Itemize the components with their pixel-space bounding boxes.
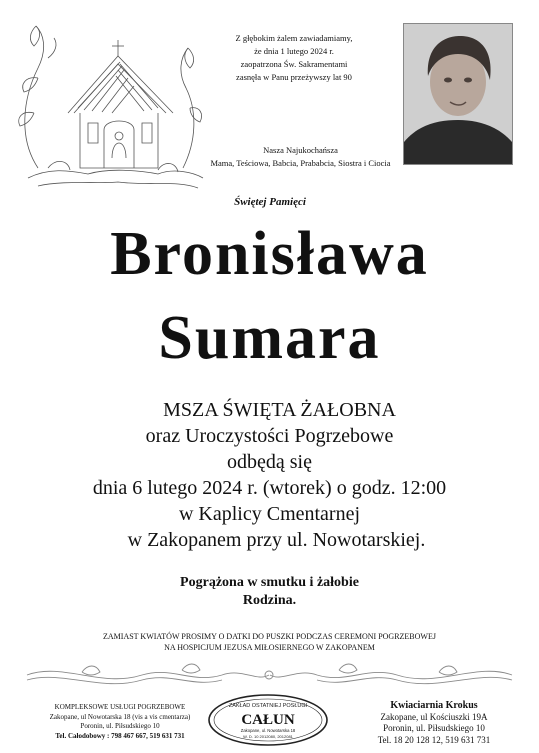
memory-label: Świętej Pamięci [234,196,306,208]
florist-line: Kwiaciarnia Krokus [390,700,478,711]
ornament-divider [22,658,517,692]
florist-line: Zakopane, ul Kościuszki 19A [380,711,488,722]
intro-line: Z głębokim żalem zawiadamiamy, [235,33,353,43]
family-line: Mama, Teściowa, Babcia, Prababcia, Siostra i Ciocia [210,158,391,168]
mourners-line: Rodzina. [242,593,297,608]
funeral-mass-info [0,397,539,553]
mass-line: oraz Uroczystości Pogrzebowe [145,425,394,447]
mass-line: MSZA ŚWIĘTA ŻAŁOBNA [163,399,396,421]
mourners-signature [0,574,539,610]
funeral-home-line: Tel. Całodobowy : 798 467 667, 519 631 731 [55,731,185,740]
funeral-home-line: Zakopane, ul Nowotarska 18 (vis a vis cmentarza) [49,712,191,721]
logo-name: CAŁUN [241,712,295,728]
mass-line: odbędą się [227,451,312,473]
mass-line: w Zakopanem przy ul. Nowotarskiej. [127,529,426,551]
florist-info [334,700,534,746]
funeral-home-info [20,703,220,741]
portrait-photo [403,23,513,165]
florist-line: Tel. 18 20 128 12, 519 631 731 [377,734,491,745]
family-line: Nasza Najukochańsza [263,145,338,155]
donation-notice [0,631,539,653]
deceased-first-name: Bronisława [110,220,429,288]
florist-line: Poronin, ul. Piłsudskiego 10 [383,723,485,733]
family-relations [198,144,403,170]
funeral-home-line: KOMPLEKSOWE USŁUGI POGRZEBOWE [54,703,186,711]
mass-line: w Kaplicy Cmentarnej [178,503,361,525]
notice-line: ZAMIAST KWIATÓW PROSIMY O DATKI DO PUSZKI PODCZAS CEREMONI POGRZEBOWEJ [103,632,436,641]
logo-top-text: ZAKŁAD OSTATNIEJ POSŁUGI [228,703,308,709]
intro-line: że dnia 1 lutego 2024 r. [254,46,334,56]
intro-line: zaopatrzona Św. Sakramentami [240,59,348,69]
funeral-home-line: Poronin, ul. Piłsudskiego 10 [80,722,160,730]
deceased-last-name: Sumara [158,304,381,372]
calun-logo [207,693,329,747]
logo-registration: W. D. 10 2012080, 2012081 [243,734,293,739]
mourners-line: Pogrążona w smutku i żałobie [180,575,359,590]
death-announcement [204,32,384,84]
portrait-figure [404,24,512,164]
intro-line: zasnęła w Panu przeżywszy lat 90 [236,72,352,82]
chapel-illustration [8,18,208,196]
logo-address: Zakopane, ul. Nowotarska 18 [240,728,296,733]
notice-line: NA HOSPICJUM JEZUSA MIŁOSIERNEGO W ZAKOPANEM [164,643,375,652]
mass-line: dnia 6 lutego 2024 r. (wtorek) o godz. 12:00 [92,477,447,499]
